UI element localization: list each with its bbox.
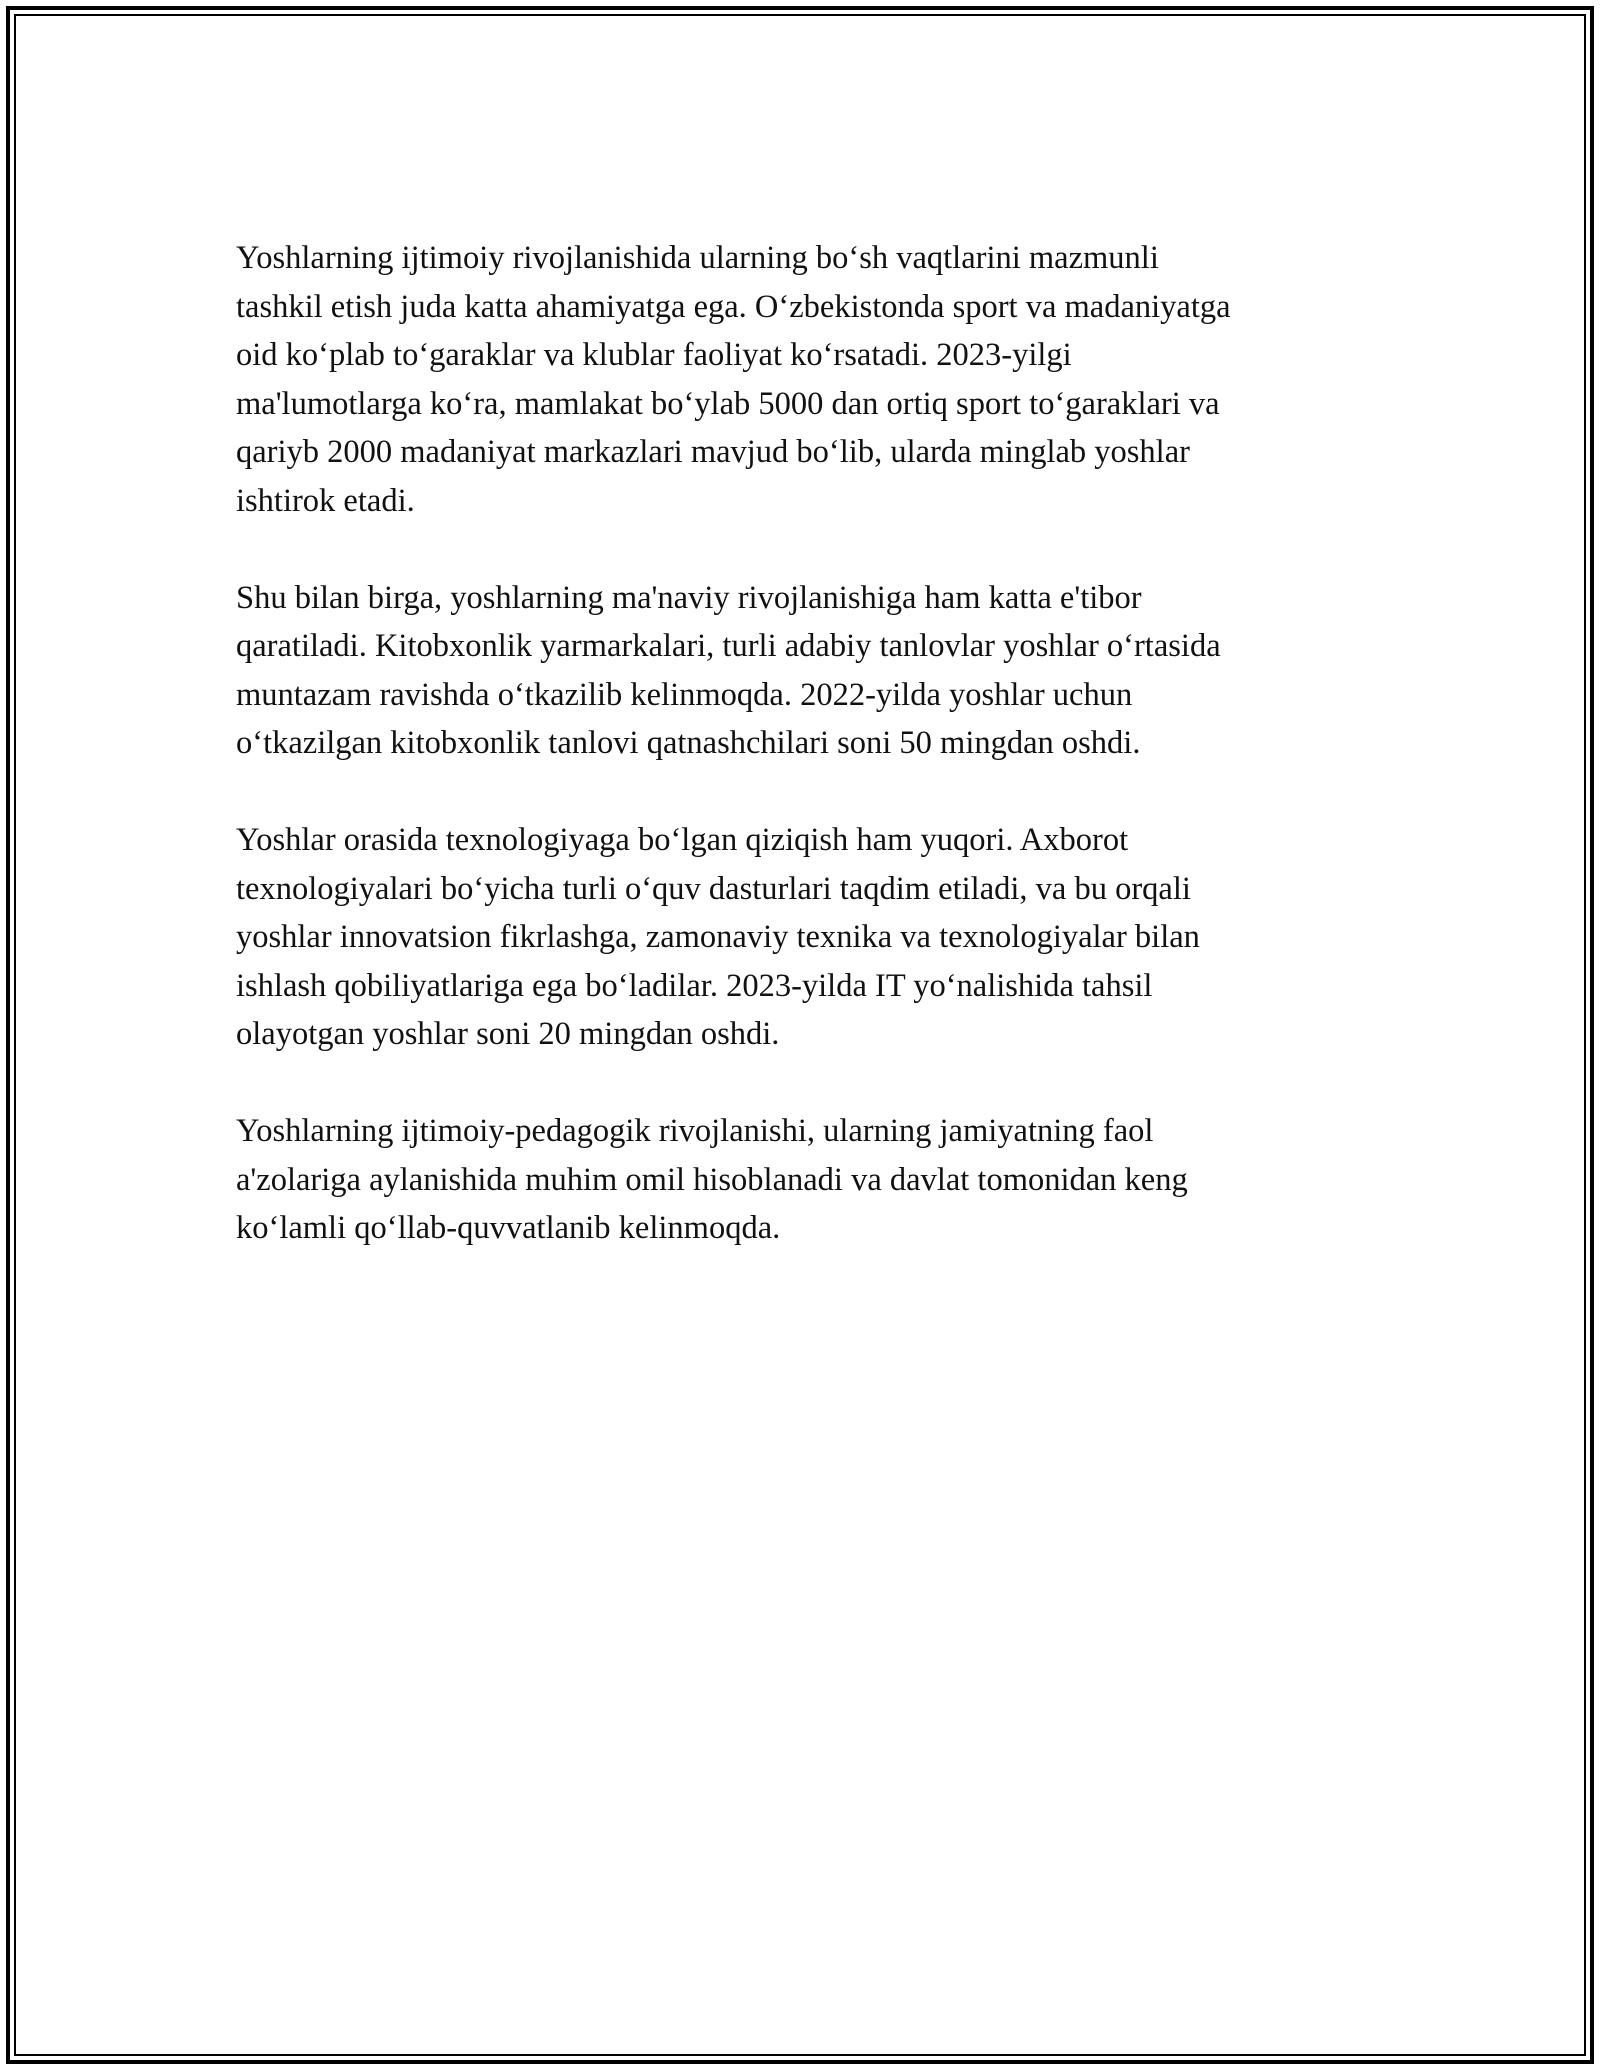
paragraph-conclusion: Yoshlarning ijtimoiy-pedagogik rivojlanishi, ularning jamiyatning faol a'zolariga aylanishida muhim omil hisoblanadi va davlat tomonidan keng ko‘lamli qo‘llab-quvvatlanib kelinmoqda. (236, 1113, 1188, 1246)
paragraph-technology: Yoshlar orasida texnologiyaga bo‘lgan qiziqish ham yuqori. Axborot texnologiyalari bo‘yicha turli o‘quv dasturlari taqdim etiladi, va bu orqali yoshlar innovatsion fikrlashga, zamonaviy texnika va texnologiyalar bilan ishlash qobiliyatlariga ega bo‘ladilar. 2023-yilda IT yo‘nalishida tahsil olayotgan yoshlar soni 20 mingdan oshdi. (236, 822, 1200, 1052)
paragraph-leisure: Yoshlarning ijtimoiy rivojlanishida ularning bo‘sh vaqtlarini mazmunli tashkil etish juda katta ahamiyatga ega. O‘zbekistonda sport va madaniyatga oid ko‘plab to‘garaklar va klublar faoliyat ko‘rsatadi. 2023-yilgi ma'lumotlarga ko‘ra, mamlakat bo‘ylab 5000 dan ortiq sport to‘garaklari va qariyb 2000 madaniyat markazlari mavjud bo‘lib, ularda minglab yoshlar ishtirok etadi. (236, 240, 1231, 519)
paragraph-spiritual: Shu bilan birga, yoshlarning ma'naviy rivojlanishiga ham katta e'tibor qaratiladi. Kitobxonlik yarmarkalari, turli adabiy tanlovlar yoshlar o‘rtasida muntazam ravishda o‘tkazilib kelinmoqda. 2022-yilda yoshlar uchun o‘tkazilgan kitobxonlik tanlovi qatnashchilari soni 50 mingdan oshdi. (236, 579, 1221, 761)
document-body (236, 234, 1376, 1301)
